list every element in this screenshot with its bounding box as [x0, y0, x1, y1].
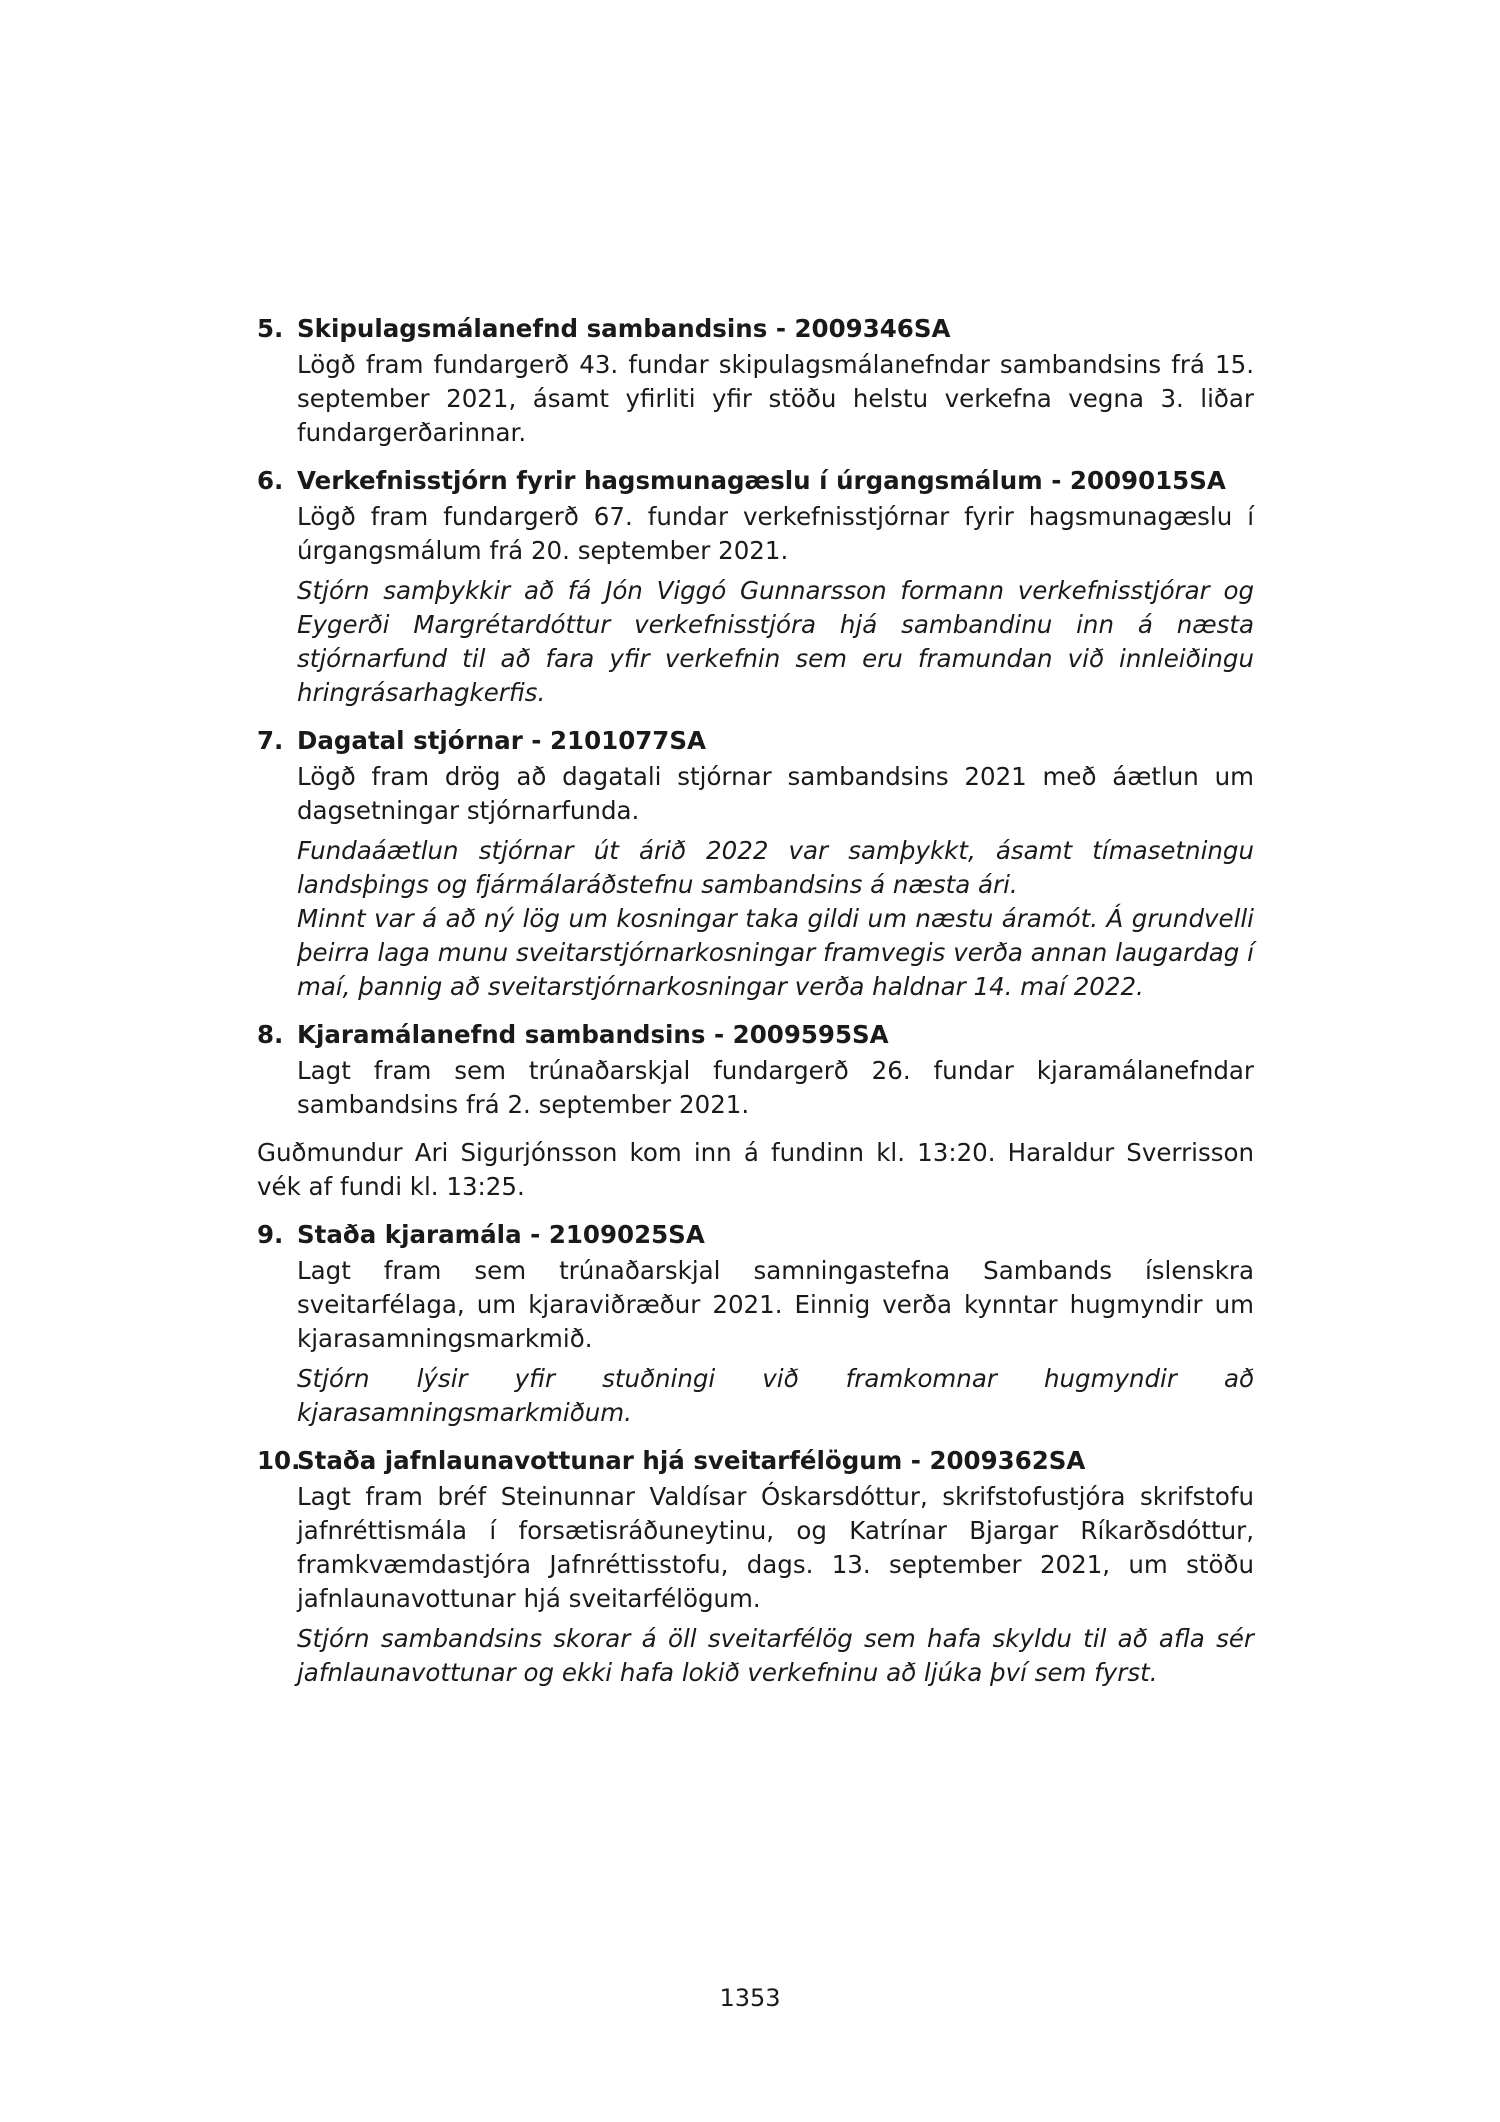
agenda-paragraph: Lögð fram drög að dagatali stjórnar sambandsins 2021 með áætlun um dagsetningar stjórnarfunda. — [297, 762, 1254, 825]
agenda-item — [257, 724, 1254, 1004]
document-body — [257, 312, 1254, 1704]
agenda-item-title: Staða jafnlaunavottunar hjá sveitarfélögum - 2009362SA — [297, 1446, 1086, 1475]
agenda-item-title: Verkefnisstjórn fyrir hagsmunagæslu í úrgangsmálum - 2009015SA — [297, 466, 1226, 495]
agenda-item-number: 10. — [257, 1446, 301, 1475]
agenda-item-heading — [257, 464, 1254, 498]
decision-paragraph: Stjórn samþykkir að fá Jón Viggó Gunnarsson formann verkefnisstjórar og Eygerði Margrétardóttur verkefnisstjóra hjá sambandinu inn á næsta stjórnarfund til að fara yfir verkefnin sem eru framundan við innleiðingu hringrásarhagkerfis. — [297, 576, 1254, 707]
agenda-item — [257, 1018, 1254, 1122]
agenda-paragraph: Lögð fram fundargerð 43. fundar skipulagsmálanefndar sambandsins frá 15. september 2021, ásamt yfirliti yfir stöðu helstu verkefna vegna 3. liðar fundargerðarinnar. — [297, 350, 1254, 447]
agenda-item-number: 6. — [257, 466, 284, 495]
agenda-item-title: Kjaramálanefnd sambandsins - 2009595SA — [297, 1020, 889, 1049]
agenda-item — [257, 312, 1254, 450]
agenda-item-title: Skipulagsmálanefnd sambandsins - 2009346SA — [297, 314, 951, 343]
agenda-item-body — [297, 348, 1254, 450]
agenda-item-number: 9. — [257, 1220, 284, 1249]
agenda-paragraph: Lögð fram fundargerð 67. fundar verkefnisstjórnar fyrir hagsmunagæslu í úrgangsmálum frá 20. september 2021. — [297, 502, 1254, 565]
attendance-note: Guðmundur Ari Sigurjónsson kom inn á fundinn kl. 13:20. Haraldur Sverrisson vék af fundi kl. 13:25. — [257, 1138, 1254, 1201]
agenda-item-body — [297, 760, 1254, 1004]
agenda-item-heading — [257, 312, 1254, 346]
agenda-item-heading — [257, 724, 1254, 758]
agenda-paragraph: Lagt fram sem trúnaðarskjal samningastefna Sambands íslenskra sveitarfélaga, um kjaraviðræður 2021. Einnig verða kynntar hugmyndir um kjarasamningsmarkmið. — [297, 1256, 1254, 1353]
page-number: 1353 — [719, 1984, 781, 2012]
agenda-item-title: Staða kjaramála - 2109025SA — [297, 1220, 705, 1249]
agenda-item-heading — [257, 1444, 1254, 1478]
agenda-item-number: 5. — [257, 314, 284, 343]
agenda-item-body — [297, 1480, 1254, 1690]
decision-paragraph: Stjórn sambandsins skorar á öll sveitarfélög sem hafa skyldu til að afla sér jafnlaunavottunar og ekki hafa lokið verkefninu að ljúka því sem fyrst. — [297, 1624, 1254, 1687]
agenda-item-body — [297, 1054, 1254, 1122]
agenda-item-title: Dagatal stjórnar - 2101077SA — [297, 726, 706, 755]
agenda-item-number: 7. — [257, 726, 284, 755]
agenda-paragraph: Lagt fram bréf Steinunnar Valdísar Óskarsdóttur, skrifstofustjóra skrifstofu jafnréttismála í forsætisráðuneytinu, og Katrínar Bjargar Ríkarðsdóttur, framkvæmdastjóra Jafnréttisstofu, dags. 13. september 2021, um stöðu jafnlaunavottunar hjá sveitarfélögum. — [297, 1482, 1254, 1613]
agenda-item — [257, 464, 1254, 710]
decision-paragraph: Stjórn lýsir yfir stuðningi við framkomnar hugmyndir að kjarasamningsmarkmiðum. — [297, 1364, 1254, 1427]
agenda-item-number: 8. — [257, 1020, 284, 1049]
agenda-paragraph: Lagt fram sem trúnaðarskjal fundargerð 26. fundar kjaramálanefndar sambandsins frá 2. september 2021. — [297, 1056, 1254, 1119]
agenda-item-heading — [257, 1218, 1254, 1252]
agenda-item — [257, 1444, 1254, 1690]
decision-paragraph: Minnt var á að ný lög um kosningar taka gildi um næstu áramót. Á grundvelli þeirra laga munu sveitarstjórnarkosningar framvegis verða annan laugardag í maí, þannig að sveitarstjórnarkosningar verða haldnar 14. maí 2022. — [297, 904, 1254, 1001]
agenda-item — [257, 1218, 1254, 1430]
decision-paragraph: Fundaáætlun stjórnar út árið 2022 var samþykkt, ásamt tímasetningu landsþings og fjármálaráðstefnu sambandsins á næsta ári. — [297, 836, 1254, 899]
agenda-item-heading — [257, 1018, 1254, 1052]
agenda-item-body — [297, 1254, 1254, 1430]
agenda-item-body — [297, 500, 1254, 710]
